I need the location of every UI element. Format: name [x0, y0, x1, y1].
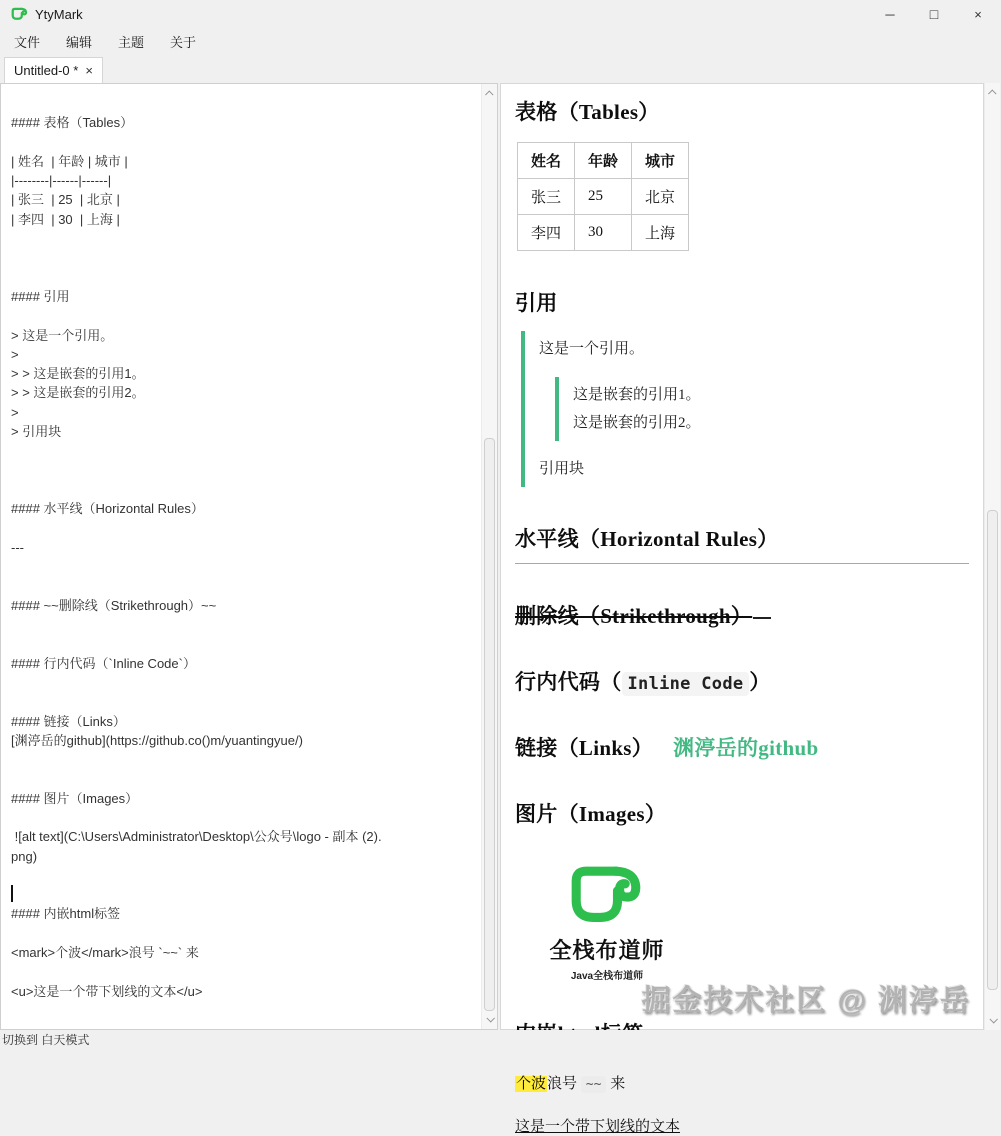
preview-heading-quote: 引用	[515, 291, 558, 315]
editor-scrollbar-thumb[interactable]	[484, 438, 495, 1011]
editor-line: png)	[11, 848, 38, 864]
preview-heading-tables: 表格（Tables）	[515, 100, 660, 124]
editor-line: >	[11, 346, 19, 362]
nested-blockquote	[555, 377, 973, 441]
table-row	[518, 215, 689, 251]
menu-item-3[interactable]: 关于	[170, 35, 197, 50]
editor-line	[11, 480, 480, 499]
maximize-button[interactable]: □	[929, 6, 939, 22]
links-heading-text: 链接（Links）	[515, 736, 654, 760]
editor-line: | 姓名 | 年龄 | 城市 |	[11, 153, 128, 169]
editor-line	[11, 519, 480, 538]
editor-line	[11, 248, 480, 267]
table-header-cell: 年龄	[575, 143, 632, 179]
theme-toggle[interactable]: 切换到 白天模式	[2, 1032, 90, 1047]
editor-line	[11, 133, 480, 152]
editor-line: #### 引用	[11, 288, 70, 304]
table-cell: 上海	[632, 215, 689, 251]
editor-line: #### 水平线（Horizontal Rules）	[11, 501, 204, 517]
menu-item-1[interactable]: 编辑	[66, 35, 93, 50]
editor-content	[1, 94, 480, 1001]
scroll-up-arrow-icon[interactable]	[985, 85, 1001, 101]
editor-line	[11, 924, 480, 943]
editor-line	[11, 306, 480, 325]
inline-code-pre: 行内代码（	[515, 670, 622, 694]
nested-quote-text: 这是嵌套的引用2。	[573, 415, 701, 431]
menu-item-0[interactable]: 文件	[14, 35, 41, 50]
preview-heading-images: 图片（Images）	[515, 802, 667, 826]
editor-line: > 引用块	[11, 424, 62, 440]
text-cursor	[11, 885, 13, 902]
editor-line: <u>这是一个带下划线的文本</u>	[11, 983, 203, 999]
preview-table	[517, 142, 689, 251]
markdown-preview	[500, 83, 984, 1135]
tilde-code: ~~	[581, 1076, 607, 1093]
editor-line: ---	[11, 539, 24, 555]
editor-line	[11, 962, 480, 981]
editor-line: #### 链接（Links）	[11, 713, 126, 729]
editor-line	[11, 866, 480, 885]
editor-line: <mark>个波</mark>浪号 `~~` 来	[11, 945, 199, 961]
preview-scrollbar-thumb[interactable]	[987, 510, 998, 990]
logo-title: 全栈布道师	[549, 938, 665, 963]
highlighted-text: 个波	[516, 1076, 547, 1092]
tab-bar	[0, 55, 1000, 83]
scroll-down-arrow-icon[interactable]	[985, 1012, 1001, 1028]
editor-line	[11, 885, 480, 904]
editor-line: > > 这是嵌套的引用2。	[11, 385, 145, 401]
editor-line: | 张三 | 25 | 北京 |	[11, 192, 120, 208]
mark-line	[515, 1072, 973, 1093]
editor-scrollbar[interactable]	[481, 84, 497, 1029]
editor-line: > 这是一个引用。	[11, 327, 114, 343]
table-header-row	[518, 143, 689, 179]
nested-quote-text: 这是嵌套的引用1。	[573, 387, 701, 403]
scroll-down-arrow-icon[interactable]	[482, 1011, 498, 1027]
editor-line	[11, 268, 480, 287]
editor-line: [渊渟岳的github](https://github.co()m/yuantingyue/)	[11, 732, 303, 748]
editor-line	[11, 461, 480, 480]
tilde-after-text: 来	[606, 1076, 626, 1092]
editor-line: #### 图片（Images）	[11, 790, 139, 806]
editor-line	[11, 441, 480, 460]
table-header-cell: 姓名	[518, 143, 575, 179]
blockquote	[521, 331, 973, 487]
editor-line	[11, 750, 480, 769]
preview-scrollbar[interactable]	[984, 83, 1000, 1030]
cup-logo-icon	[565, 858, 649, 932]
mark-after-text: 浪号	[547, 1076, 581, 1092]
table-cell: 25	[575, 179, 632, 215]
strikethrough-text: 删除线（Strikethrough）	[515, 604, 753, 628]
strike-tail	[753, 617, 771, 619]
editor-line: |--------|------|------|	[11, 173, 112, 189]
editor-line: #### ~~删除线（Strikethrough）~~	[11, 597, 217, 613]
title-bar	[0, 0, 1000, 28]
app-title: YtyMark	[35, 6, 83, 22]
logo-subtitle: Java全栈布道师	[570, 971, 644, 982]
editor-line	[11, 673, 480, 692]
editor-line	[11, 808, 480, 827]
table-cell: 30	[575, 215, 632, 251]
window-controls	[868, 0, 1000, 28]
preview-heading-strikethrough	[515, 600, 973, 630]
table-cell: 李四	[518, 215, 575, 251]
status-bar	[0, 1030, 1000, 1048]
editor-line	[11, 94, 480, 113]
menu-bar	[0, 28, 1000, 55]
preview-heading-inline-code	[515, 666, 973, 696]
editor-line: | 李四 | 30 | 上海 |	[11, 211, 120, 227]
underlined-text: 这是一个带下划线的文本	[515, 1119, 681, 1135]
editor-line	[11, 557, 480, 576]
editor-line	[11, 615, 480, 634]
editor-line	[11, 634, 480, 653]
quote-text: 引用块	[539, 461, 585, 477]
table-cell: 北京	[632, 179, 689, 215]
editor-line	[11, 769, 480, 788]
editor-line: #### 表格（Tables）	[11, 115, 134, 131]
editor-line: #### 行内代码（`Inline Code`）	[11, 655, 196, 671]
close-button[interactable]: ×	[974, 6, 982, 22]
menu-item-2[interactable]: 主题	[118, 35, 145, 50]
editor-line: >	[11, 404, 19, 420]
inline-code: Inline Code	[622, 672, 750, 696]
editor-line: ![alt text](C:\Users\Administrator\Desktop\公众号\logo - 副本 (2).	[11, 829, 382, 845]
editor-line: > > 这是嵌套的引用1。	[11, 366, 145, 382]
table-row	[518, 179, 689, 215]
inline-code-post: ）	[749, 670, 771, 694]
editor-line	[11, 576, 480, 595]
tab-label: Untitled-0 *	[14, 63, 79, 78]
preview-heading-links	[515, 732, 973, 762]
logo-image	[541, 858, 673, 982]
underline-line	[515, 1115, 973, 1136]
tab-untitled-0[interactable]	[4, 57, 103, 83]
minimize-button[interactable]: ─	[885, 6, 895, 22]
editor-line: #### 内嵌html标签	[11, 906, 121, 922]
scroll-up-arrow-icon[interactable]	[482, 86, 498, 102]
app-logo-icon	[10, 6, 28, 22]
markdown-editor[interactable]	[0, 83, 498, 1030]
table-header-cell: 城市	[632, 143, 689, 179]
horizontal-rule	[515, 563, 969, 564]
quote-text: 这是一个引用。	[539, 341, 645, 357]
table-cell: 张三	[518, 179, 575, 215]
github-link[interactable]: 渊渟岳的github	[673, 736, 819, 760]
watermark: 掘金技术社区 @ 渊渟岳	[641, 985, 971, 1017]
preview-heading-hr: 水平线（Horizontal Rules）	[515, 527, 779, 551]
tab-close-icon[interactable]: ×	[85, 63, 93, 78]
editor-line	[11, 229, 480, 248]
editor-line	[11, 692, 480, 711]
